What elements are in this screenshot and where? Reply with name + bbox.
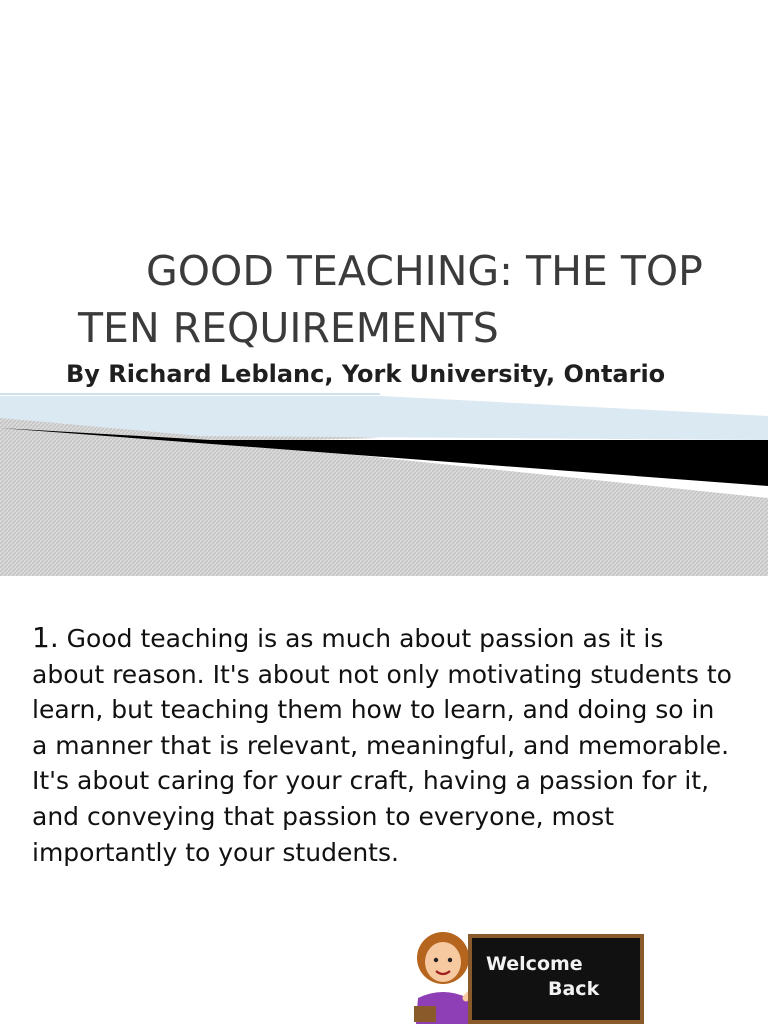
point-1 [32, 620, 732, 870]
welcome-back-clipart [398, 928, 646, 1024]
welcome-board [468, 934, 644, 1024]
board-text [486, 952, 626, 1002]
slide-title: GOOD TEACHING: THE TOP TEN REQUIREMENTS [78, 247, 703, 352]
slide-subtitle: By Richard Leblanc, York University, Ontario [66, 360, 666, 388]
point-text: Good teaching is as much about passion as it is about reason. It's about not only motivating students to learn, but teaching them how to learn, and doing so in a manner that is relevant, meaningful, and memorable. It's about caring for your craft, having a passion for it, and conveying that passion to everyone, most importantly to your students. [32, 624, 732, 867]
decorative-band [0, 388, 768, 576]
board-line-1: Welcome [486, 953, 583, 975]
board-line-2: Back [548, 978, 600, 1000]
point-number: 1. [32, 621, 59, 654]
